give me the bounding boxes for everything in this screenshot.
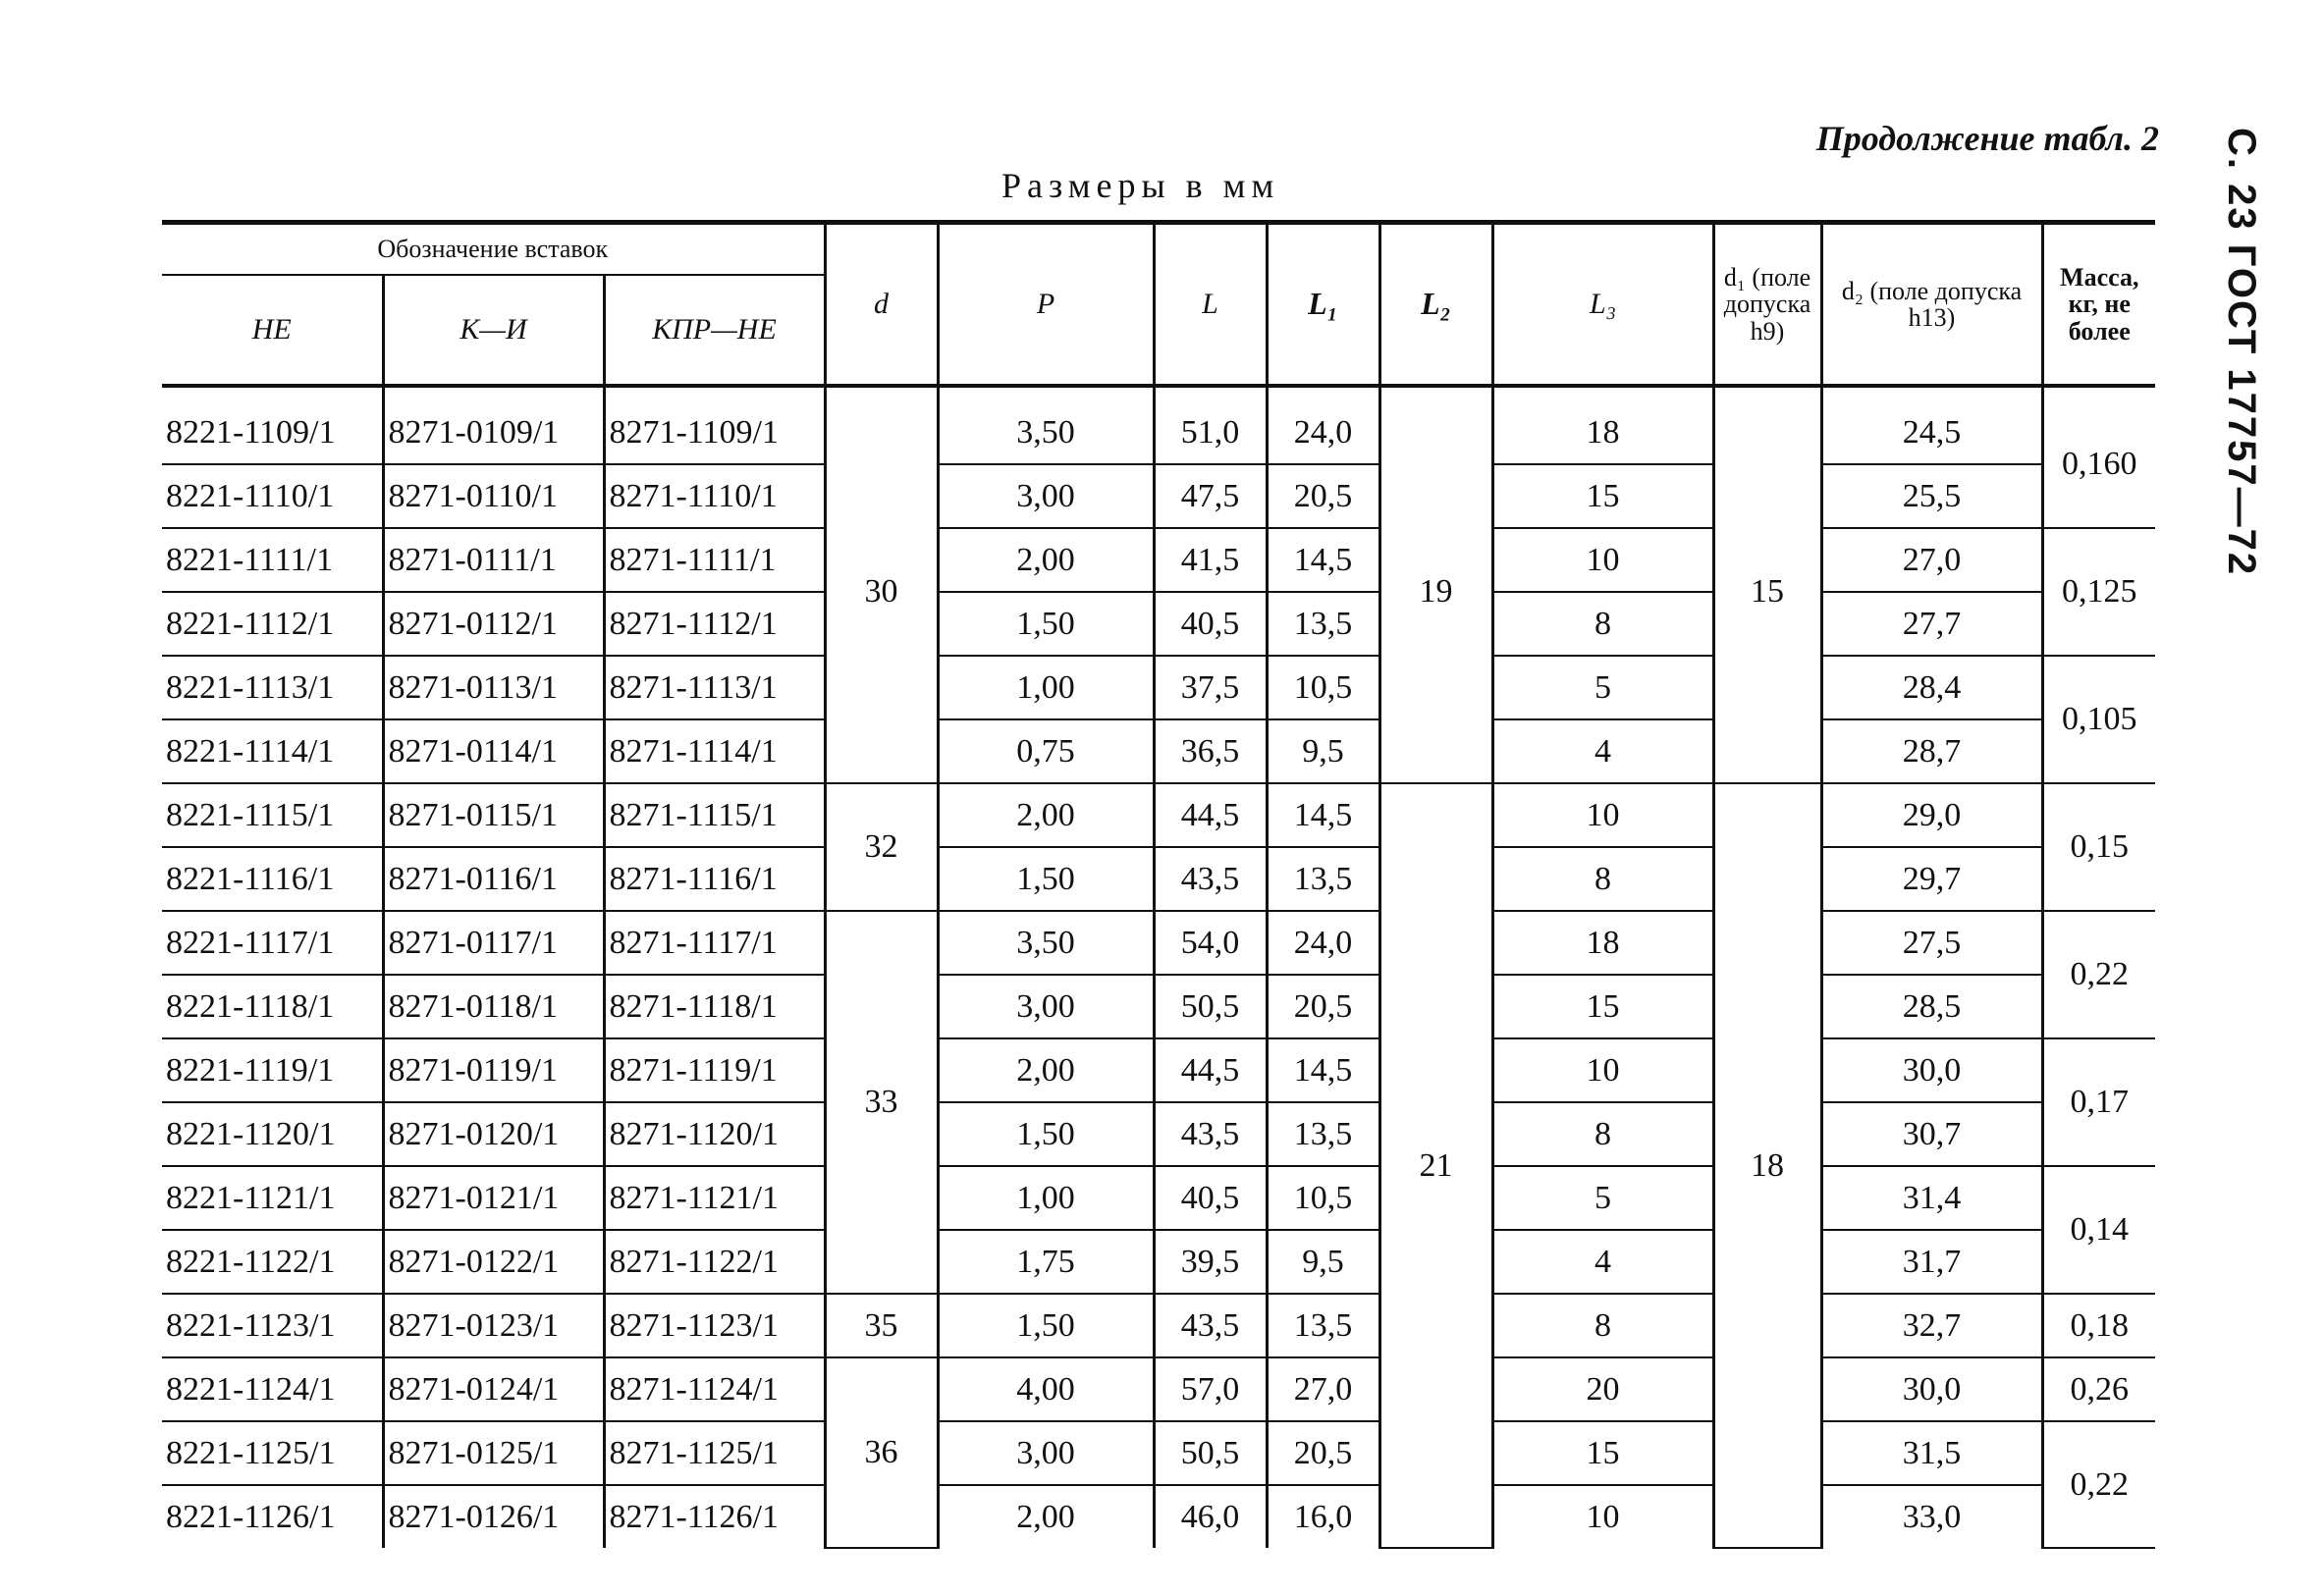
value-p: 1,75 bbox=[938, 1230, 1154, 1294]
value-d2: 28,7 bbox=[1821, 719, 2042, 783]
value-l3: 8 bbox=[1492, 1102, 1713, 1166]
header-mass: Масса, кг, не более bbox=[2042, 223, 2155, 387]
value-mass: 0,15 bbox=[2042, 783, 2155, 911]
value-d: 36 bbox=[825, 1357, 938, 1548]
value-l1: 10,5 bbox=[1267, 1166, 1379, 1230]
value-l1: 24,0 bbox=[1267, 911, 1379, 975]
value-l2: 19 bbox=[1379, 386, 1492, 783]
value-p: 3,00 bbox=[938, 464, 1154, 528]
value-l1: 20,5 bbox=[1267, 975, 1379, 1038]
value-l1: 13,5 bbox=[1267, 1294, 1379, 1357]
designation-kprne: 8271-1117/1 bbox=[604, 911, 825, 975]
designation-ne: 8221-1125/1 bbox=[162, 1421, 383, 1485]
designation-kprne: 8271-1124/1 bbox=[604, 1357, 825, 1421]
value-l: 54,0 bbox=[1154, 911, 1267, 975]
value-d2: 29,7 bbox=[1821, 847, 2042, 911]
designation-ne: 8221-1111/1 bbox=[162, 528, 383, 592]
value-l2: 21 bbox=[1379, 783, 1492, 1548]
value-l3: 8 bbox=[1492, 1294, 1713, 1357]
value-mass: 0,22 bbox=[2042, 1421, 2155, 1548]
value-p: 3,00 bbox=[938, 1421, 1154, 1485]
value-p: 1,50 bbox=[938, 1294, 1154, 1357]
value-l: 40,5 bbox=[1154, 592, 1267, 656]
designation-ne: 8221-1119/1 bbox=[162, 1038, 383, 1102]
value-l1: 13,5 bbox=[1267, 1102, 1379, 1166]
value-l3: 5 bbox=[1492, 1166, 1713, 1230]
value-l3: 10 bbox=[1492, 1485, 1713, 1548]
header-l3: L₃ bbox=[1492, 223, 1713, 387]
header-ne: НЕ bbox=[162, 275, 383, 386]
value-p: 2,00 bbox=[938, 783, 1154, 847]
table-continuation-note: Продолжение табл. 2 bbox=[1815, 119, 2159, 158]
value-l3: 10 bbox=[1492, 1038, 1713, 1102]
value-d2: 30,0 bbox=[1821, 1357, 2042, 1421]
table-row bbox=[162, 975, 2155, 1038]
table-row bbox=[162, 1102, 2155, 1166]
value-mass: 0,17 bbox=[2042, 1038, 2155, 1166]
table-row bbox=[162, 1485, 2155, 1548]
table-row bbox=[162, 911, 2155, 975]
designation-ne: 8221-1115/1 bbox=[162, 783, 383, 847]
table-row bbox=[162, 1230, 2155, 1294]
value-p: 1,50 bbox=[938, 1102, 1154, 1166]
designation-kprne: 8271-1114/1 bbox=[604, 719, 825, 783]
value-d: 35 bbox=[825, 1294, 938, 1357]
designation-ne: 8221-1116/1 bbox=[162, 847, 383, 911]
table-row bbox=[162, 386, 2155, 464]
designation-kprne: 8271-1116/1 bbox=[604, 847, 825, 911]
units-note: Размеры в мм bbox=[1001, 166, 1280, 205]
value-l1: 14,5 bbox=[1267, 783, 1379, 847]
value-d2: 33,0 bbox=[1821, 1485, 2042, 1548]
designation-ki: 8271-0115/1 bbox=[383, 783, 604, 847]
value-l: 37,5 bbox=[1154, 656, 1267, 719]
value-l: 44,5 bbox=[1154, 783, 1267, 847]
table-body bbox=[162, 386, 2155, 1548]
table-row bbox=[162, 783, 2155, 847]
value-l3: 5 bbox=[1492, 656, 1713, 719]
value-d2: 31,5 bbox=[1821, 1421, 2042, 1485]
designation-ki: 8271-0114/1 bbox=[383, 719, 604, 783]
header-d2: d₂ (поле допуска h13) bbox=[1821, 223, 2042, 387]
header-l1: L₁ bbox=[1267, 223, 1379, 387]
value-d2: 27,7 bbox=[1821, 592, 2042, 656]
value-p: 1,50 bbox=[938, 592, 1154, 656]
designation-ne: 8221-1117/1 bbox=[162, 911, 383, 975]
value-l1: 10,5 bbox=[1267, 656, 1379, 719]
value-l1: 14,5 bbox=[1267, 528, 1379, 592]
value-d2: 27,5 bbox=[1821, 911, 2042, 975]
value-l3: 10 bbox=[1492, 528, 1713, 592]
designation-ki: 8271-0109/1 bbox=[383, 386, 604, 464]
header-ki: К—И bbox=[383, 275, 604, 386]
designation-ne: 8221-1112/1 bbox=[162, 592, 383, 656]
value-mass: 0,22 bbox=[2042, 911, 2155, 1038]
value-mass: 0,125 bbox=[2042, 528, 2155, 656]
designation-ne: 8221-1122/1 bbox=[162, 1230, 383, 1294]
designation-ki: 8271-0119/1 bbox=[383, 1038, 604, 1102]
designation-ne: 8221-1114/1 bbox=[162, 719, 383, 783]
table-row bbox=[162, 1421, 2155, 1485]
value-l: 46,0 bbox=[1154, 1485, 1267, 1548]
table-row bbox=[162, 656, 2155, 719]
value-p: 3,50 bbox=[938, 911, 1154, 975]
designation-ki: 8271-0110/1 bbox=[383, 464, 604, 528]
value-l3: 20 bbox=[1492, 1357, 1713, 1421]
header-kprne: КПР—НЕ bbox=[604, 275, 825, 386]
designation-ki: 8271-0116/1 bbox=[383, 847, 604, 911]
designation-kprne: 8271-1112/1 bbox=[604, 592, 825, 656]
header-l: L bbox=[1154, 223, 1267, 387]
table-row bbox=[162, 1038, 2155, 1102]
value-l3: 18 bbox=[1492, 911, 1713, 975]
table-row bbox=[162, 719, 2155, 783]
value-l: 50,5 bbox=[1154, 1421, 1267, 1485]
value-d2: 32,7 bbox=[1821, 1294, 2042, 1357]
standard-page-label-text: С. 23 ГОСТ 17757—72 bbox=[2220, 128, 2263, 577]
designation-ne: 8221-1109/1 bbox=[162, 386, 383, 464]
header-designation-group: Обозначение вставок bbox=[162, 223, 825, 276]
designation-ki: 8271-0124/1 bbox=[383, 1357, 604, 1421]
value-d2: 25,5 bbox=[1821, 464, 2042, 528]
value-l3: 15 bbox=[1492, 1421, 1713, 1485]
designation-kprne: 8271-1110/1 bbox=[604, 464, 825, 528]
value-mass: 0,14 bbox=[2042, 1166, 2155, 1294]
value-l: 36,5 bbox=[1154, 719, 1267, 783]
designation-ne: 8221-1113/1 bbox=[162, 656, 383, 719]
value-l1: 16,0 bbox=[1267, 1485, 1379, 1548]
value-l3: 15 bbox=[1492, 975, 1713, 1038]
value-l1: 20,5 bbox=[1267, 1421, 1379, 1485]
value-l3: 4 bbox=[1492, 1230, 1713, 1294]
designation-ki: 8271-0120/1 bbox=[383, 1102, 604, 1166]
designation-ne: 8221-1121/1 bbox=[162, 1166, 383, 1230]
value-mass: 0,26 bbox=[2042, 1357, 2155, 1421]
value-d2: 28,5 bbox=[1821, 975, 2042, 1038]
value-d2: 31,7 bbox=[1821, 1230, 2042, 1294]
value-l: 43,5 bbox=[1154, 1294, 1267, 1357]
value-l3: 10 bbox=[1492, 783, 1713, 847]
value-l: 40,5 bbox=[1154, 1166, 1267, 1230]
standard-page-label bbox=[2214, 128, 2273, 577]
value-p: 2,00 bbox=[938, 528, 1154, 592]
value-l: 44,5 bbox=[1154, 1038, 1267, 1102]
value-p: 2,00 bbox=[938, 1038, 1154, 1102]
value-d2: 30,0 bbox=[1821, 1038, 2042, 1102]
table-row bbox=[162, 528, 2155, 592]
table-row bbox=[162, 1294, 2155, 1357]
designation-ki: 8271-0118/1 bbox=[383, 975, 604, 1038]
table-row bbox=[162, 464, 2155, 528]
value-l: 50,5 bbox=[1154, 975, 1267, 1038]
designation-ki: 8271-0112/1 bbox=[383, 592, 604, 656]
designation-ki: 8271-0123/1 bbox=[383, 1294, 604, 1357]
designation-kprne: 8271-1120/1 bbox=[604, 1102, 825, 1166]
dimensions-table bbox=[162, 220, 2155, 1549]
designation-ki: 8271-0113/1 bbox=[383, 656, 604, 719]
designation-ki: 8271-0122/1 bbox=[383, 1230, 604, 1294]
value-l: 47,5 bbox=[1154, 464, 1267, 528]
value-p: 2,00 bbox=[938, 1485, 1154, 1548]
value-mass: 0,18 bbox=[2042, 1294, 2155, 1357]
value-l3: 8 bbox=[1492, 847, 1713, 911]
value-p: 1,50 bbox=[938, 847, 1154, 911]
designation-kprne: 8271-1109/1 bbox=[604, 386, 825, 464]
designation-ki: 8271-0111/1 bbox=[383, 528, 604, 592]
designation-ki: 8271-0126/1 bbox=[383, 1485, 604, 1548]
designation-ne: 8221-1123/1 bbox=[162, 1294, 383, 1357]
value-l1: 24,0 bbox=[1267, 386, 1379, 464]
value-d1: 15 bbox=[1713, 386, 1821, 783]
designation-ki: 8271-0125/1 bbox=[383, 1421, 604, 1485]
value-l3: 4 bbox=[1492, 719, 1713, 783]
designation-ne: 8221-1110/1 bbox=[162, 464, 383, 528]
header-p: P bbox=[938, 223, 1154, 387]
value-p: 3,50 bbox=[938, 386, 1154, 464]
designation-ne: 8221-1124/1 bbox=[162, 1357, 383, 1421]
designation-ne: 8221-1126/1 bbox=[166, 1498, 336, 1535]
value-l1: 9,5 bbox=[1267, 1230, 1379, 1294]
value-d2: 29,0 bbox=[1821, 783, 2042, 847]
value-l1: 13,5 bbox=[1267, 592, 1379, 656]
value-l: 41,5 bbox=[1154, 528, 1267, 592]
value-l: 39,5 bbox=[1154, 1230, 1267, 1294]
value-d2: 27,0 bbox=[1821, 528, 2042, 592]
designation-kprne: 8271-1122/1 bbox=[604, 1230, 825, 1294]
designation-kprne: 8271-1125/1 bbox=[604, 1421, 825, 1485]
value-d2: 30,7 bbox=[1821, 1102, 2042, 1166]
designation-kprne: 8271-1126/1 bbox=[604, 1485, 825, 1548]
value-l3: 15 bbox=[1492, 464, 1713, 528]
value-d2: 28,4 bbox=[1821, 656, 2042, 719]
value-d2: 31,4 bbox=[1821, 1166, 2042, 1230]
designation-ki: 8271-0121/1 bbox=[383, 1166, 604, 1230]
designation-ne: 8221-1120/1 bbox=[162, 1102, 383, 1166]
value-l: 57,0 bbox=[1154, 1357, 1267, 1421]
table-row bbox=[162, 1166, 2155, 1230]
value-p: 1,00 bbox=[938, 656, 1154, 719]
value-d: 30 bbox=[825, 386, 938, 783]
value-mass: 0,105 bbox=[2042, 656, 2155, 783]
value-p: 3,00 bbox=[938, 975, 1154, 1038]
table-row bbox=[162, 592, 2155, 656]
designation-kprne: 8271-1115/1 bbox=[604, 783, 825, 847]
designation-kprne: 8271-1113/1 bbox=[604, 656, 825, 719]
value-p: 1,00 bbox=[938, 1166, 1154, 1230]
designation-ne: 8221-1118/1 bbox=[162, 975, 383, 1038]
table-row bbox=[162, 1357, 2155, 1421]
value-l: 43,5 bbox=[1154, 1102, 1267, 1166]
designation-ki: 8271-0117/1 bbox=[383, 911, 604, 975]
value-l1: 20,5 bbox=[1267, 464, 1379, 528]
value-p: 0,75 bbox=[938, 719, 1154, 783]
designation-kprne: 8271-1118/1 bbox=[604, 975, 825, 1038]
header-d1: d₁ (поле допуска h9) bbox=[1713, 223, 1821, 387]
value-l1: 13,5 bbox=[1267, 847, 1379, 911]
value-l1: 14,5 bbox=[1267, 1038, 1379, 1102]
value-d: 32 bbox=[825, 783, 938, 911]
designation-kprne: 8271-1121/1 bbox=[604, 1166, 825, 1230]
value-mass: 0,160 bbox=[2042, 386, 2155, 528]
value-d1: 18 bbox=[1713, 783, 1821, 1548]
table-row bbox=[162, 847, 2155, 911]
header-l2: L₂ bbox=[1379, 223, 1492, 387]
value-l: 51,0 bbox=[1154, 386, 1267, 464]
value-l: 43,5 bbox=[1154, 847, 1267, 911]
designation-kprne: 8271-1119/1 bbox=[604, 1038, 825, 1102]
value-l1: 27,0 bbox=[1267, 1357, 1379, 1421]
designation-kprne: 8271-1111/1 bbox=[604, 528, 825, 592]
value-l1: 9,5 bbox=[1267, 719, 1379, 783]
value-d2: 24,5 bbox=[1821, 386, 2042, 464]
value-l3: 18 bbox=[1492, 386, 1713, 464]
header-d: d bbox=[825, 223, 938, 387]
value-l3: 8 bbox=[1492, 592, 1713, 656]
designation-kprne: 8271-1123/1 bbox=[604, 1294, 825, 1357]
value-p: 4,00 bbox=[938, 1357, 1154, 1421]
value-d: 33 bbox=[825, 911, 938, 1294]
